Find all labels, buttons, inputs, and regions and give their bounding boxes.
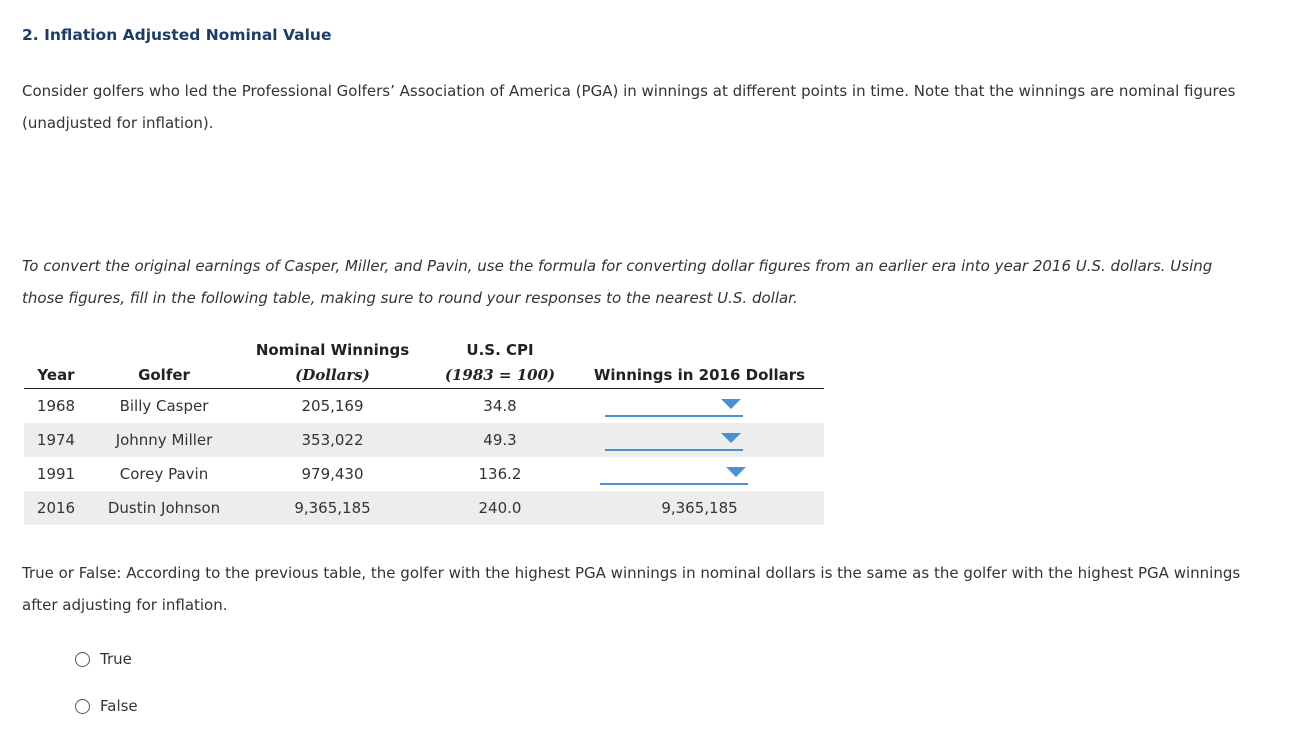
table-row: [24, 423, 824, 457]
caret-down-icon: [721, 433, 741, 443]
table-row: [24, 389, 824, 424]
caret-down-icon: [721, 399, 741, 409]
cell-nominal: 353,022: [240, 423, 425, 457]
cell-cpi: 49.3: [425, 423, 575, 457]
cell-year: 2016: [24, 491, 88, 525]
option-true[interactable]: [75, 650, 132, 668]
instructions-paragraph: To convert the original earnings of Casper, Miller, and Pavin, use the formula for converting dollar figures from an earlier era into year 2016 U.S. dollars. Using those figures, fill in the following table, making sure to round your responses to the nearest U.S. dollar.: [22, 257, 1213, 307]
header-cpi-line1: U.S. CPI: [466, 341, 534, 359]
cell-year: 1991: [36, 465, 76, 483]
radio-circle-icon[interactable]: [75, 652, 90, 667]
radio-circle-icon[interactable]: [75, 699, 90, 714]
cell-cpi: 240.0: [425, 491, 575, 525]
table-row: [24, 457, 824, 491]
intro-paragraph: Consider golfers who led the Professional Golfers’ Association of America (PGA) in winnings at different points in time. Note that the winnings are nominal figures (unadjusted for inflation).: [22, 82, 1236, 132]
cell-cpi: 34.8: [483, 397, 517, 415]
cell-cpi: 136.2: [478, 465, 522, 483]
cell-nominal: 205,169: [301, 397, 364, 415]
winnings-table: [24, 330, 824, 525]
question-text: True or False: According to the previous table, the golfer with the highest PGA winnings in nominal dollars is the same as the golfer with the highest PGA winnings after adjusting for inflation.: [22, 564, 1241, 614]
cell-golfer: Johnny Miller: [88, 423, 240, 457]
cell-golfer: Billy Casper: [119, 397, 209, 415]
table-row: [24, 491, 824, 525]
winnings-2016-dropdown-pavin[interactable]: [600, 463, 748, 485]
option-false-label: False: [100, 697, 138, 715]
cell-nominal: 979,430: [301, 465, 364, 483]
option-true-label: True: [100, 650, 132, 668]
section-title: 2. Inflation Adjusted Nominal Value: [22, 26, 332, 44]
header-cpi-line2: (1983 = 100): [425, 362, 575, 389]
cell-year: 1968: [36, 397, 76, 415]
cell-golfer: Dustin Johnson: [88, 491, 240, 525]
cell-golfer: Corey Pavin: [119, 465, 209, 483]
winnings-2016-dropdown-casper[interactable]: [605, 395, 743, 417]
header-golfer: Golfer: [88, 362, 240, 389]
caret-down-icon: [726, 467, 746, 477]
header-year: Year: [24, 362, 88, 389]
header-nominal-line2: (Dollars): [240, 362, 425, 389]
header-winnings-2016: Winnings in 2016 Dollars: [575, 362, 824, 389]
cell-nominal: 9,365,185: [240, 491, 425, 525]
cell-year: 1974: [24, 423, 88, 457]
option-false[interactable]: [75, 697, 138, 715]
header-nominal-line1: Nominal Winnings: [255, 341, 410, 359]
winnings-2016-dropdown-miller[interactable]: [605, 429, 743, 451]
cell-winnings-2016: 9,365,185: [575, 491, 824, 525]
